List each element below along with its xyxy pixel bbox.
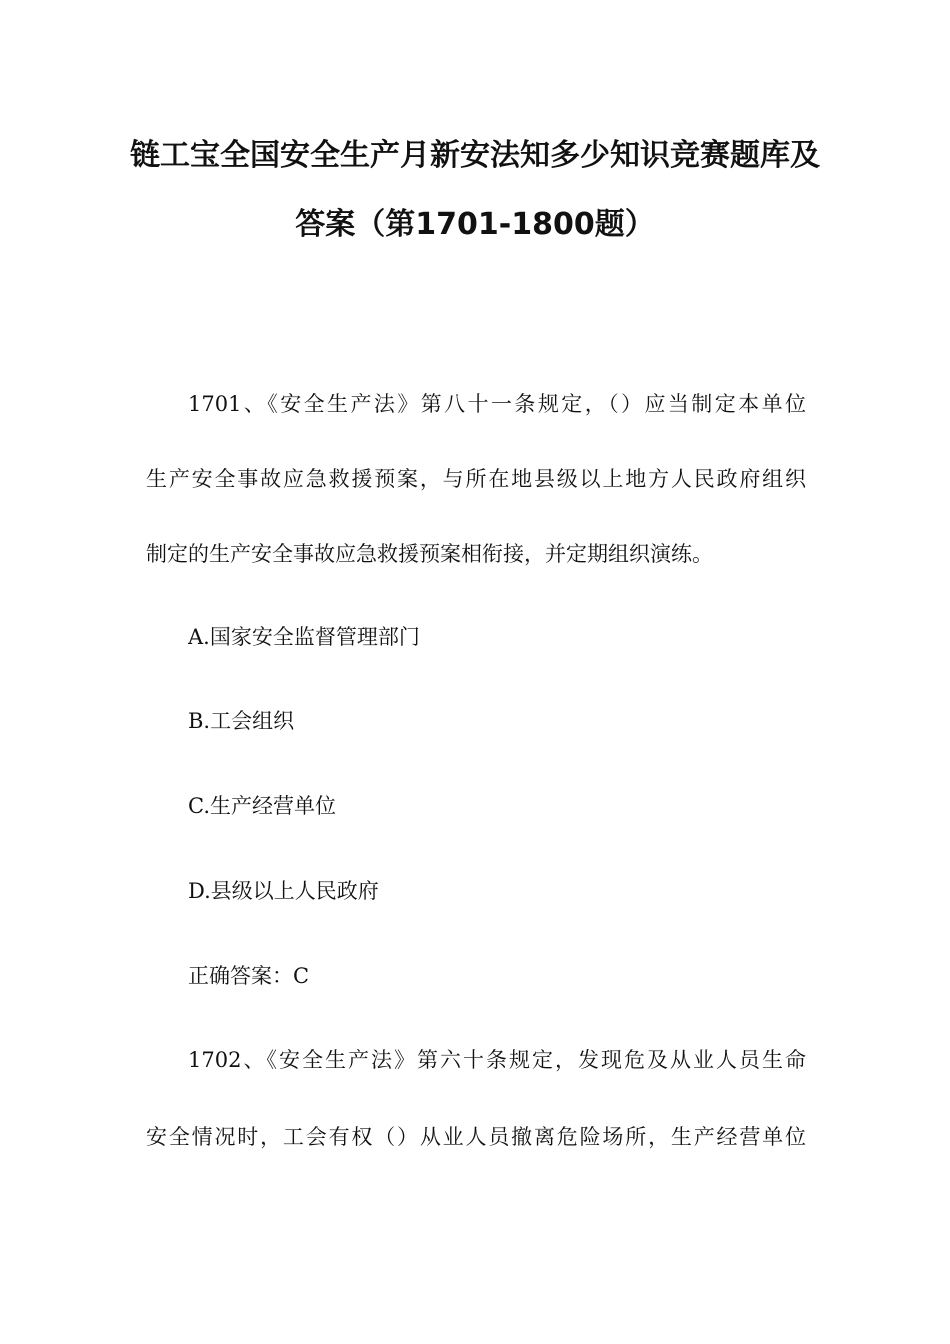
question-1701-stem-line-3: 制定的生产安全事故应急救援预案相衔接，并定期组织演练。 [146,542,713,566]
question-1701-option-d: D.县级以上人民政府 [188,879,379,903]
question-1701-stem-line-2: 生产安全事故应急救援预案，与所在地县级以上地方人民政府组织 [146,467,806,491]
question-1701-option-a: A.国家安全监督管理部门 [188,625,420,649]
question-1702-stem-line-1: 1702、《安全生产法》第六十条规定，发现危及从业人员生命 [188,1048,806,1072]
document-title-line-2: 答案（第1701-1800题） [295,207,655,242]
question-1701-option-c: C.生产经营单位 [188,794,336,818]
question-1701-option-b: B.工会组织 [188,709,295,733]
question-1701-stem-line-1: 1701、《安全生产法》第八十一条规定，（）应当制定本单位 [188,392,806,416]
question-1701-answer: 正确答案：C [188,964,310,988]
question-1702-stem-line-2: 安全情况时，工会有权（）从业人员撤离危险场所，生产经营单位 [146,1125,806,1149]
document-title-line-1: 链工宝全国安全生产月新安法知多少知识竞赛题库及 [130,138,820,173]
